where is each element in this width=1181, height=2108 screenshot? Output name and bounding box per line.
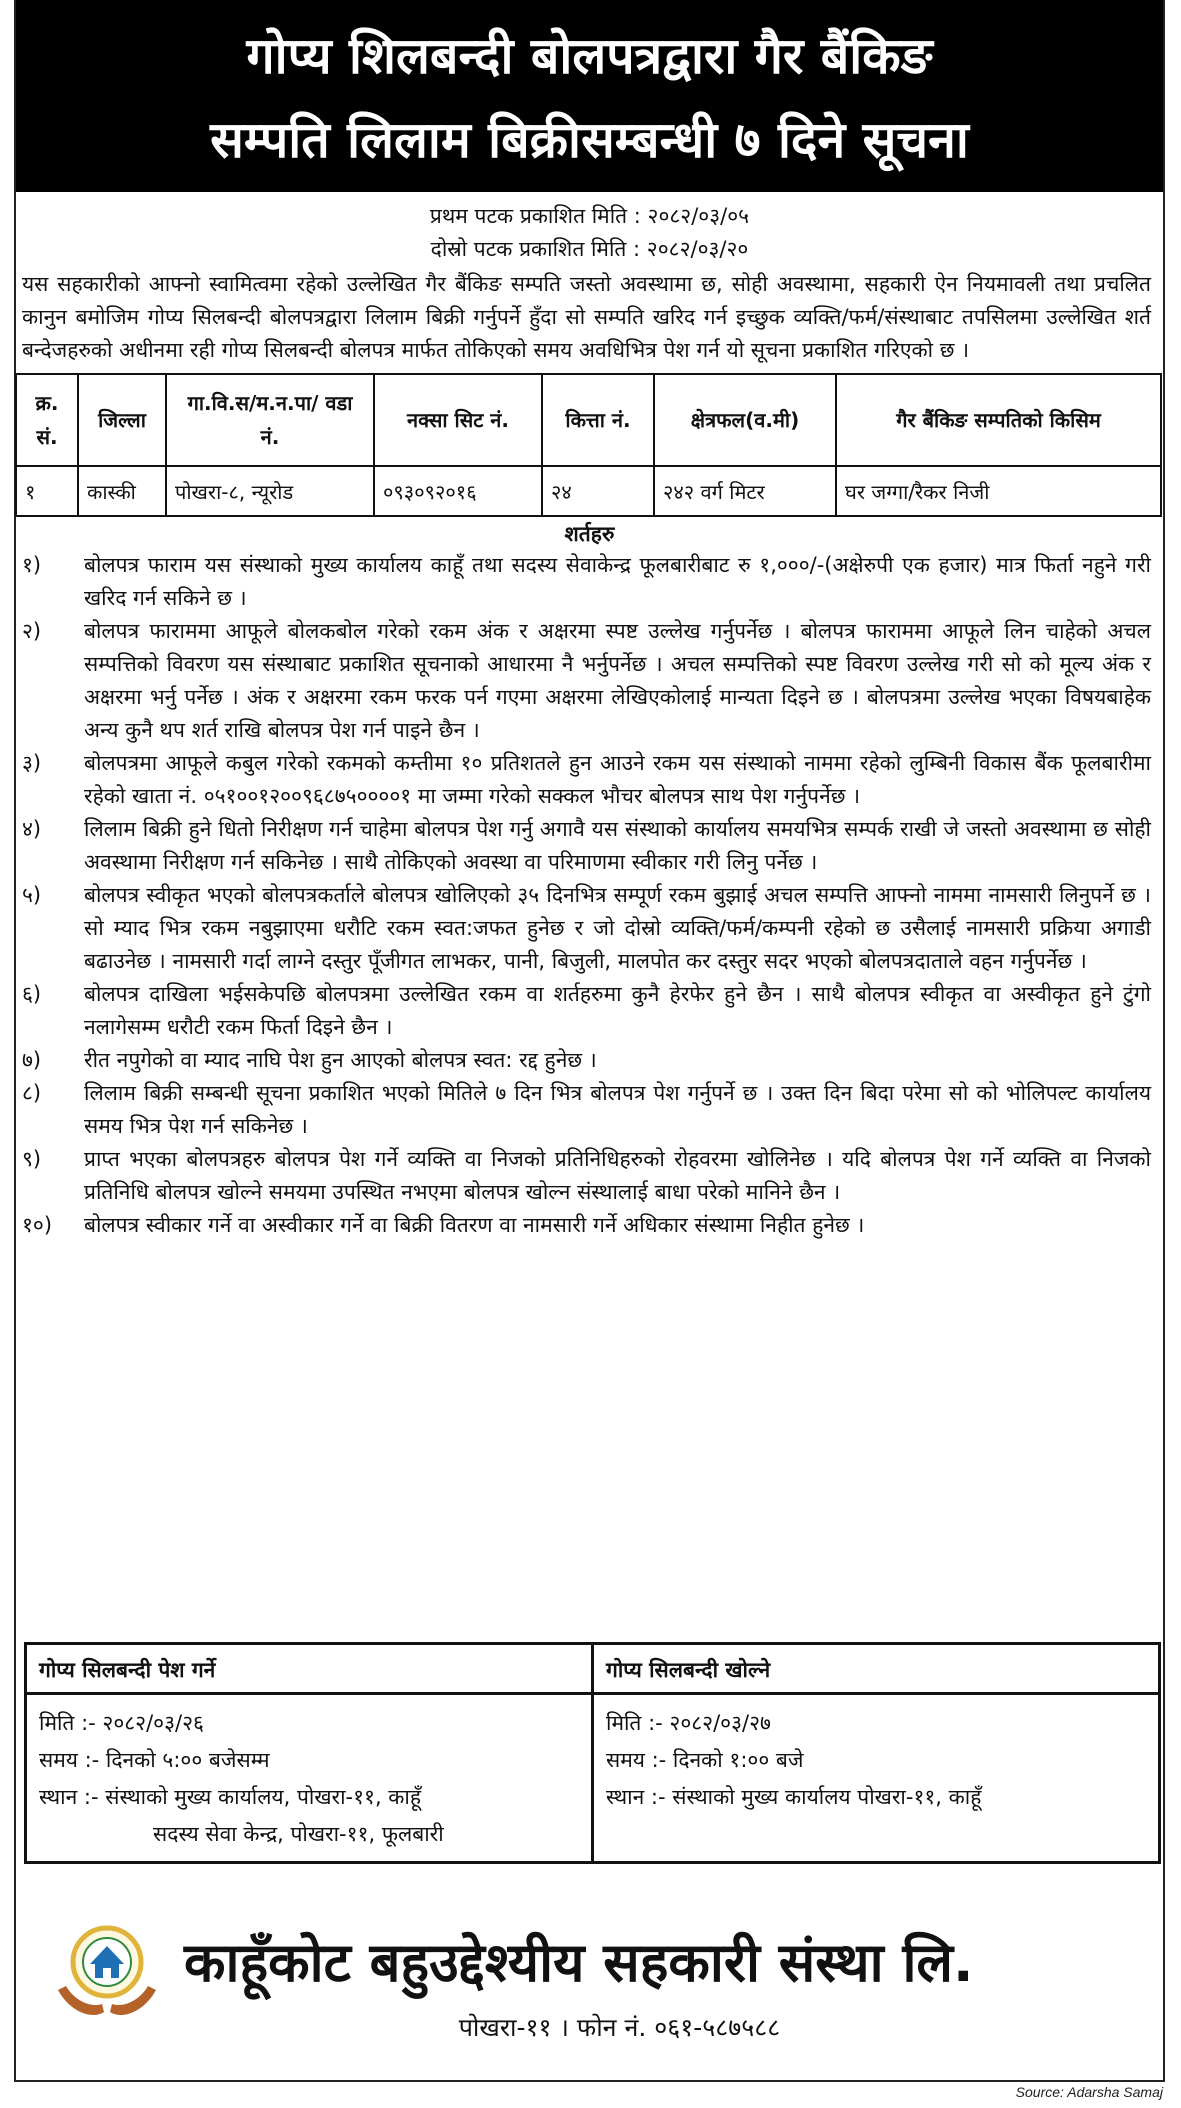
condition-number: २) — [22, 619, 42, 643]
col-district: जिल्ला — [78, 374, 166, 466]
condition-number: १०) — [22, 1213, 53, 1237]
condition-text: लिलाम बिक्री सम्बन्धी सूचना प्रकाशित भएको मितिले ७ दिन भित्र बोलपत्र पेश गर्नुपर्ने छ । उक्त दिन बिदा परेमा सो को भोलिपल्ट कार्यालय समय भित्र पेश गर्न सकिनेछ । — [84, 1081, 1151, 1138]
open-schedule — [591, 1645, 1158, 1861]
condition-number: १) — [22, 553, 42, 577]
cell-district: कास्की — [78, 466, 166, 516]
condition-text: रीत नपुगेको वा म्याद नाघि पेश हुन आएको बोलपत्र स्वत: रद्द हुनेछ । — [84, 1048, 597, 1072]
submit-date: मिति :- २०८२/०३/२६ — [39, 1711, 204, 1735]
col-map-sheet: नक्सा सिट नं. — [374, 374, 542, 466]
schedule-box — [24, 1642, 1161, 1864]
condition-item — [16, 549, 1151, 615]
asset-table — [15, 373, 1162, 517]
conditions-list — [16, 549, 1163, 1242]
submit-heading: गोप्य सिलबन्दी पेश गर्ने — [27, 1645, 591, 1695]
condition-text: बोलपत्र फाराममा आफूले बोलकबोल गरेको रकम अंक र अक्षरमा स्पष्ट उल्लेख गर्नुपर्नेछ । बोलपत्र फाराममा आफूले लिन चाहेको अचल सम्पत्तिको विवरण यस संस्थाबाट प्रकाशित सूचनाको आधारमा नै भर्नुपर्नेछ । अचल सम्पत्तिको स्पष्ट विवरण उल्लेख गरी सो को मूल्य अंक र अक्षरमा भर्नु पर्नेछ । अंक र अक्षरमा रकम फरक पर्न गएमा अक्षरमा लेखिएकोलाई मान्यता दिइने छ । बोलपत्रमा उल्लेख भएका विषयबाहेक अन्य कुनै थप शर्त राखि बोलपत्र पेश गर्न पाइने छैन । — [84, 619, 1151, 742]
organization-address: पोखरा-११ । फोन नं. ०६१-५८७५८८ — [458, 2013, 781, 2042]
col-sn: क्र. सं. — [16, 374, 78, 466]
condition-text: बोलपत्र स्वीकार गर्ने वा अस्वीकार गर्ने वा बिक्री वितरण वा नामसारी गर्ने अधिकार संस्थामा निहीत हुनेछ । — [84, 1213, 865, 1237]
submit-place-branch: सदस्य सेवा केन्द्र, पोखरा-११, फूलबारी — [153, 1822, 444, 1846]
asset-table-header — [16, 374, 1161, 466]
condition-text: प्राप्त भएका बोलपत्रहरु बोलपत्र पेश गर्ने व्यक्ति वा निजको प्रतिनिधिहरुको रोहवरमा खोलिनेछ । यदि बोलपत्र पेश गर्ने व्यक्ति वा निजको प्रतिनिधि बोलपत्र खोल्ने समयमा उपस्थित नभएमा बोलपत्र खोल्न संस्थालाई बाधा परेको मानिने छैन । — [84, 1147, 1151, 1204]
condition-number: ६) — [22, 982, 42, 1006]
condition-text: लिलाम बिक्री हुने धितो निरीक्षण गर्न चाहेमा बोलपत्र पेश गर्नु अगावै यस संस्थाको कार्यालय समयभित्र सम्पर्क राखी जे जस्तो अवस्थामा छ सोही अवस्थामा निरीक्षण गर्न सकिनेछ । साथै तोकिएको अवस्था वा परिमाणमा स्वीकार गरी लिनु पर्नेछ । — [84, 817, 1151, 874]
condition-number: ३) — [22, 751, 42, 775]
col-plot: कित्ता नं. — [542, 374, 654, 466]
condition-text: बोलपत्र फाराम यस संस्थाको मुख्य कार्यालय काहूँ तथा सदस्य सेवाकेन्द्र फूलबारीबाट रु १,०००/-(अक्षेरुपी एक हजार) मात्र फिर्ता नहुने गरी खरिद गर्न सकिने छ । — [84, 553, 1151, 610]
cell-map-sheet: ०९३०९२०१६ — [374, 466, 542, 516]
condition-item — [16, 615, 1151, 747]
col-type: गैर बैंकिङ सम्पतिको किसिम — [836, 374, 1161, 466]
condition-number: ८) — [22, 1081, 42, 1105]
notice-page — [14, 0, 1165, 2082]
source-credit: Source: Adarsha Samaj — [1015, 2084, 1163, 2100]
title-line-2: सम्पति लिलाम बिक्रीसम्बन्धी ७ दिने सूचना — [210, 111, 969, 169]
first-publish-date: प्रथम पटक प्रकाशित मिति : २०८२/०३/०५ — [429, 204, 750, 228]
open-date: मिति :- २०८२/०३/२७ — [606, 1711, 771, 1735]
second-publish-date: दोस्रो पटक प्रकाशित मिति : २०८२/०३/२० — [430, 237, 749, 261]
condition-number: ९) — [22, 1147, 42, 1171]
col-area: क्षेत्रफल(व.मी) — [654, 374, 836, 466]
organization-name: काहूँकोट बहुउद्देश्यीय सहकारी संस्था लि. — [184, 1931, 974, 1994]
open-heading: गोप्य सिलबन्दी खोल्ने — [594, 1645, 1158, 1695]
cell-vdc: पोखरा-८, न्यूरोड — [166, 466, 374, 516]
publish-dates — [16, 200, 1163, 266]
condition-item — [16, 813, 1151, 879]
condition-item — [16, 747, 1151, 813]
submit-schedule — [27, 1645, 591, 1861]
submit-place: स्थान :- संस्थाको मुख्य कार्यालय, पोखरा-११, काहूँ — [39, 1785, 422, 1809]
title-line-1: गोप्य शिलबन्दी बोलपत्रद्वारा गैर बैंकिङ — [246, 27, 933, 85]
title-banner — [16, 0, 1163, 192]
table-row — [16, 466, 1161, 516]
condition-number: ४) — [22, 817, 42, 841]
conditions-title: शर्तहरु — [564, 522, 615, 546]
condition-item — [16, 1044, 1151, 1077]
condition-item — [16, 1143, 1151, 1209]
condition-text: बोलपत्रमा आफूले कबुल गरेको रकमको कम्तीमा १० प्रतिशतले हुन आउने रकम यस संस्थाको नाममा रहेको लुम्बिनी विकास बैंक फूलबारीमा रहेको खाता नं. ०५१००१२००९६८७५००००१ मा जम्मा गरेको सक्कल भौचर बोलपत्र साथ पेश गर्नुपर्नेछ । — [84, 751, 1151, 808]
condition-item — [16, 978, 1151, 1044]
condition-number: ७) — [22, 1048, 42, 1072]
cell-sn: १ — [16, 466, 78, 516]
intro-paragraph: यस सहकारीको आफ्नो स्वामित्वमा रहेको उल्लेखित गैर बैंकिङ सम्पति जस्तो अवस्थामा छ, सोही अवस्थामा, सहकारी ऐन नियमावली तथा प्रचलित कानुन बमोजिम गोप्य सिलबन्दी बोलपत्रद्वारा लिलाम बिक्री गर्नुपर्ने हुँदा सो सम्पति खरिद गर्न इच्छुक व्यक्ति/फर्म/संस्थाबाट तपसिलमा उल्लेखित शर्त बन्देजहरुको अधीनमा रही गोप्य सिलबन्दी बोलपत्र मार्फत तोकिएको समय अवधिभित्र पेश गर्न यो सूचना प्रकाशित गरिएको छ । — [22, 272, 1151, 362]
condition-item — [16, 1077, 1151, 1143]
cell-area: २४२ वर्ग मिटर — [654, 466, 836, 516]
cell-plot: २४ — [542, 466, 654, 516]
logo-door — [103, 1968, 111, 1978]
condition-number: ५) — [22, 883, 42, 907]
condition-item — [16, 879, 1151, 978]
condition-item — [16, 1209, 1151, 1242]
condition-text: बोलपत्र स्वीकृत भएको बोलपत्रकर्ताले बोलपत्र खोलिएको ३५ दिनभित्र सम्पूर्ण रकम बुझाई अचल सम्पत्ति आफ्नो नाममा नामसारी लिनुपर्ने छ । सो म्याद भित्र रकम नबुझाएमा धरौटि रकम स्वत:जफत हुनेछ र जो दोस्रो व्यक्ति/फर्म/कम्पनी रहेको छ उसैलाई नामसारी प्रक्रिया अगाडी बढाउनेछ । नामसारी गर्दा लाग्ने दस्तुर पूँजीगत लाभकर, पानी, बिजुली, मालपोत कर दस्तुर सदर भएको बोलपत्रदाताले वहन गर्नुपर्नेछ । — [84, 883, 1151, 973]
col-vdc: गा.वि.स/म.न.पा/ वडा नं. — [166, 374, 374, 466]
open-place: स्थान :- संस्थाको मुख्य कार्यालय पोखरा-११, काहूँ — [606, 1785, 982, 1809]
condition-text: बोलपत्र दाखिला भईसकेपछि बोलपत्रमा उल्लेखित रकम वा शर्तहरुमा कुनै हेरफेर हुने छैन । साथै बोलपत्र स्वीकृत वा अस्वीकृत हुने टुंगो नलागेसम्म धरौटी रकम फिर्ता दिइने छैन । — [84, 982, 1151, 1039]
cell-type: घर जग्गा/रैकर निजी — [836, 466, 1161, 516]
open-time: समय :- दिनको १:०० बजे — [606, 1748, 804, 1772]
submit-time: समय :- दिनको ५:०० बजेसम्म — [39, 1748, 270, 1772]
